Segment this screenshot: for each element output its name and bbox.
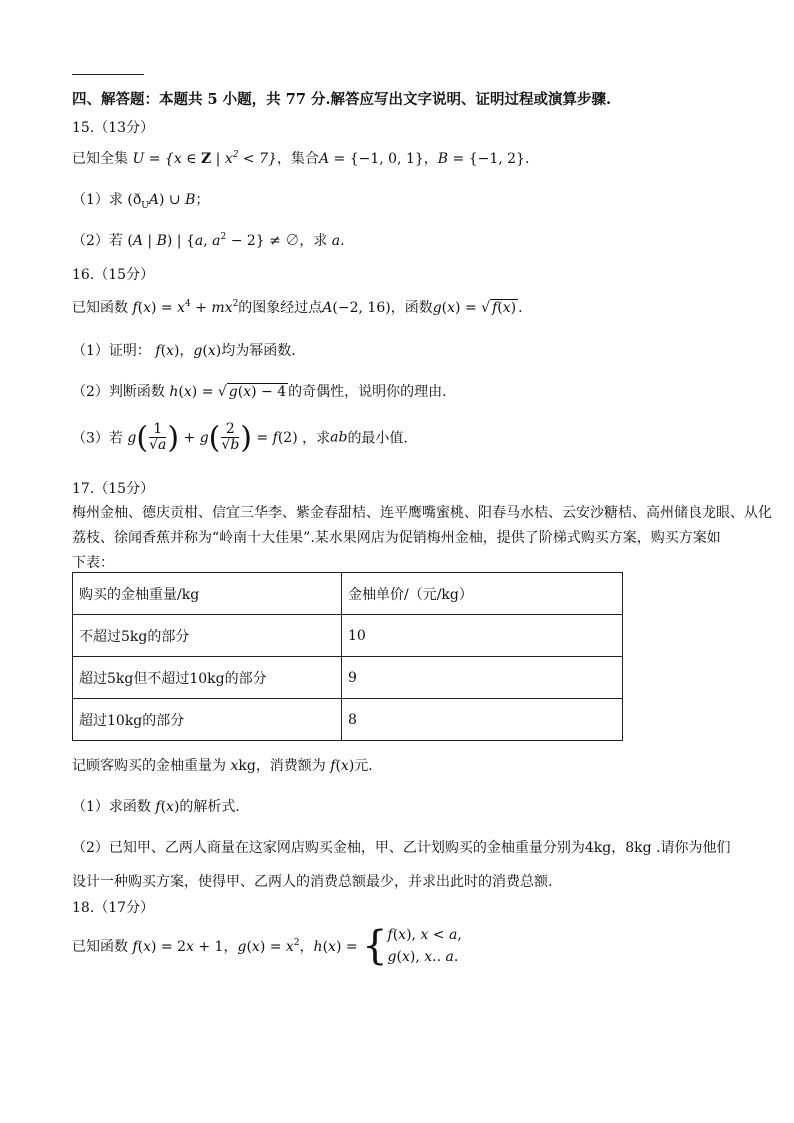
q15-part2-label: （2）若	[72, 233, 123, 249]
table-cell: 10	[342, 615, 623, 657]
table-row	[73, 615, 623, 657]
q18-stem	[72, 924, 462, 968]
q18-fx-def: f(x) = 2x + 1，$g(x) = x^2$，h(x) =	[132, 938, 358, 955]
q16-part3-tail: 的最小值.	[347, 430, 408, 447]
q16-part3	[72, 420, 408, 455]
q17-para-3: 下表：	[72, 555, 114, 571]
q17-after-text-1: 记顾客购买的金柚重量为	[72, 758, 226, 774]
q17-part1	[72, 796, 240, 816]
q17-fx: f(x)	[330, 758, 355, 774]
q15-part2: （2）若 (A | B) | {a, $a^2 - 2$} ≠ ∅，求 a.	[72, 232, 345, 249]
q16-stem-text-3: ，函数	[390, 300, 433, 316]
q16-part3-expr: g( $\frac{1}{√a}$ ) + g( $\frac{2}{√b}$ ) = f(2)	[127, 420, 298, 455]
table-cell: 超过10kg的部分	[73, 699, 342, 741]
q15-set-b: B = {−1, 2}.	[437, 151, 530, 167]
q16-header: 16.（15分）	[72, 267, 155, 283]
q17-after-text-2: ，消费额为	[255, 758, 326, 774]
q17-part2-line1: （2）已知甲、乙两人商量在这家网店购买金柚，甲、乙计划购买的金柚重量分别为4kg，8kg .请你为他们	[72, 840, 731, 856]
q17-part1-label: （1）求函数	[72, 799, 151, 815]
table-header-cell: 金柚单价/（元/kg）	[342, 573, 623, 615]
q16-stem	[72, 297, 523, 317]
q15-part2-end: ，求	[299, 233, 328, 249]
q17-part1-fx: f(x)	[155, 799, 180, 815]
q18-cases: f(x), x < a, g(x), x.. a.	[387, 927, 462, 965]
table-row	[73, 699, 623, 741]
table-cell: 不超过5kg的部分	[73, 615, 342, 657]
section-title: 四、解答题：本题共 5 小题，共 77 分.解答应写出文字说明、证明过程或演算步骤.	[72, 91, 612, 108]
q17-after-table	[72, 755, 373, 775]
q15-header: 15.（13分）	[72, 120, 155, 136]
q15-part2-expr: (A | B) | {a, $a^2 - 2$} ≠ ∅	[127, 232, 300, 249]
q16-part2	[72, 381, 447, 401]
q17-part1-end: 的解析式.	[179, 799, 240, 815]
q15-stem	[72, 148, 529, 168]
q16-part1-label: （1）证明：	[72, 343, 151, 359]
q16-stem-text-2: 的图象经过点	[238, 300, 323, 316]
q16-gx-def: g(x) = √ f(x) .	[432, 300, 523, 316]
q17-para-2: 荔枝、徐闻香蕉并称为“岭南十大佳果”.某水果网店为促销梅州金柚，提供了阶梯式购买方案，购买方案如	[72, 530, 721, 546]
q16-fx-def: $f(x) = x^4 + mx^2$	[132, 299, 239, 316]
q15-var-a: a	[331, 233, 341, 249]
q15-stem-text-2: ，集合	[276, 151, 319, 167]
q16-part1-end: 均为幂函数.	[221, 343, 296, 359]
q15-stem-text-3: ，	[423, 151, 438, 167]
q17-header: 17.（15分）	[72, 481, 155, 497]
q17-after-text-3: 元.	[354, 758, 373, 774]
q15-stem-text: 已知全集	[72, 151, 128, 167]
q15-part1-expr: $(ð_UA)$ ∪ B；	[127, 192, 210, 211]
q16-stem-text: 已知函数	[72, 300, 128, 316]
header-rule	[72, 74, 144, 75]
q18-brace: {	[362, 923, 388, 969]
q18-header: 18.（17分）	[72, 900, 155, 916]
q16-part2-end: 的奇偶性，说明你的理由.	[288, 384, 447, 400]
q18-stem-text: 已知函数	[72, 939, 128, 955]
table-cell: 8	[342, 699, 623, 741]
q15-set-a: A = {−1, 0, 1}	[318, 151, 424, 167]
q16-hx-def: h(x) = √ g(x) − 4	[169, 384, 287, 400]
table-header-row	[73, 573, 623, 615]
q15-set-u: U = {x ∈ Z | $x^2 < 7$}	[132, 150, 277, 167]
q16-part3-end: ，求	[302, 430, 331, 447]
q16-part3-label: （3）若	[72, 430, 123, 447]
q15-part1	[72, 189, 209, 211]
q17-para-1: 梅州金柚、德庆贡柑、信宜三华李、紫金春甜桔、连平鹰嘴蜜桃、阳春马水桔、云安沙糖桔、高州储良龙眼、从化	[72, 505, 772, 521]
table-cell: 9	[342, 657, 623, 699]
table-cell: 超过5kg但不超过10kg的部分	[73, 657, 342, 699]
table-row	[73, 657, 623, 699]
q16-part1	[72, 340, 296, 360]
price-table	[72, 572, 623, 741]
q15-part1-label: （1）求	[72, 192, 123, 208]
q16-point: A(−2, 16)	[322, 300, 391, 316]
table-header-cell: 购买的金柚重量/kg	[73, 573, 342, 615]
q16-part1-expr: f(x)，g(x)	[155, 343, 222, 359]
q17-part2-line2: 设计一种购买方案，使得甲、乙两人的消费总额最少，并求出此时的消费总额.	[72, 874, 553, 890]
q17-weight-var: xkg	[230, 758, 256, 774]
q16-part2-label: （2）判断函数	[72, 384, 165, 400]
q16-ab: ab	[330, 429, 348, 446]
